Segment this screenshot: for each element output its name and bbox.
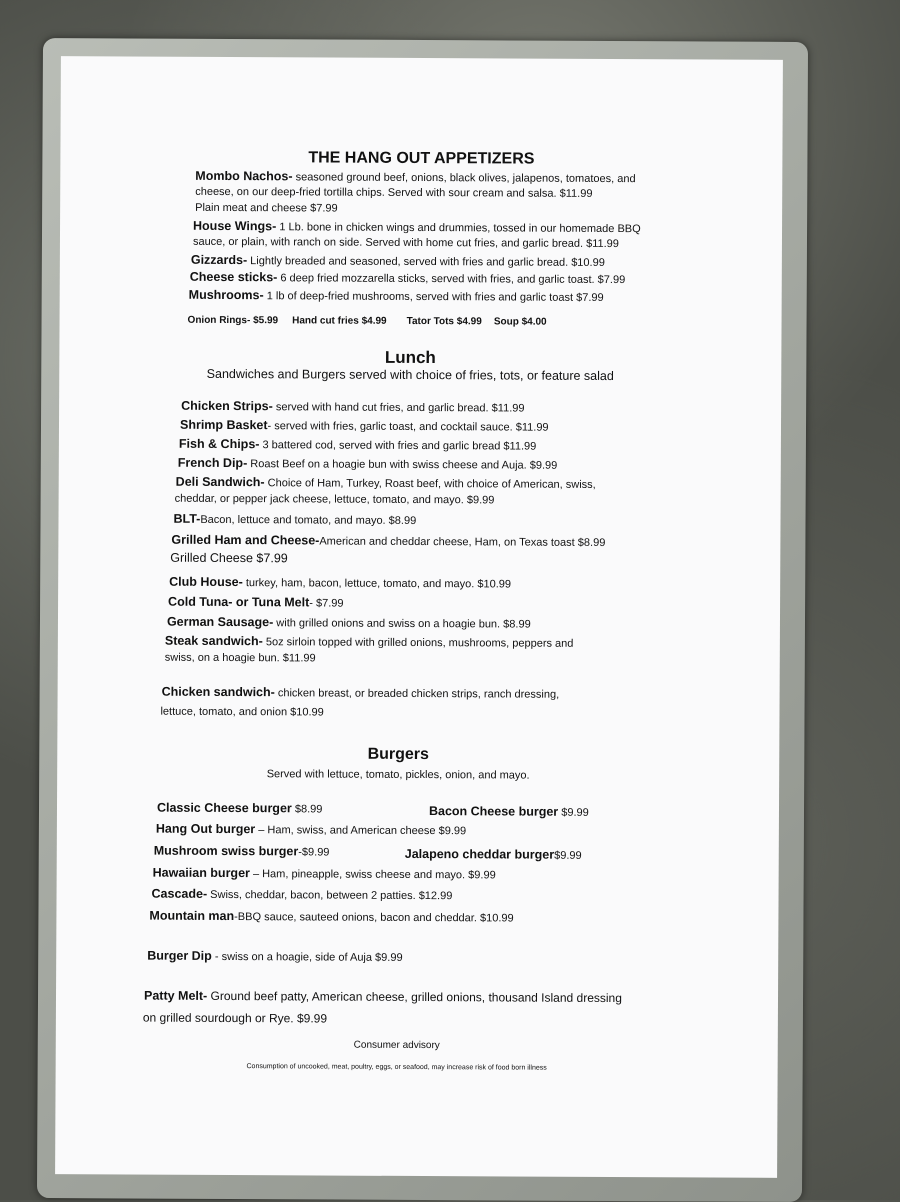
menu-line: Mushroom swiss burger-$9.99 [153, 843, 330, 859]
menu-line: Steak sandwich- 5oz sirloin topped with grilled onions, mushrooms, peppers and [164, 633, 574, 650]
menu-page [55, 56, 783, 1178]
menu-line: swiss, on a hoagie bun. $11.99 [164, 651, 316, 665]
menu-line: Grilled Ham and Cheese-American and cheddar cheese, Ham, on Texas toast $8.99 [171, 532, 606, 549]
menu-line: Chicken Strips- served with hand cut fries, and garlic bread. $11.99 [181, 398, 525, 415]
menu-line: Classic Cheese burger $8.99 [156, 800, 323, 816]
menu-line: cheddar, or pepper jack cheese, lettuce, tomato, and mayo. $9.99 [174, 492, 495, 507]
advisory-title: Consumer advisory [353, 1039, 440, 1052]
menu-line: Hawaiian burger – Ham, pineapple, swiss cheese and mayo. $9.99 [152, 865, 496, 882]
sides-line: Onion Rings- $5.99 Hand cut fries $4.99 Tator Tots $4.99 Soup $4.00 [187, 314, 547, 328]
burgers-subtitle: Served with lettuce, tomato, pickles, onion, and mayo. [266, 768, 530, 782]
lunch-subtitle: Sandwiches and Burgers served with choice of fries, tots, or feature salad [206, 366, 614, 384]
menu-line: Club House- turkey, ham, bacon, lettuce, tomato, and mayo. $10.99 [169, 574, 512, 591]
menu-line: German Sausage- with grilled onions and swiss on a hoagie bun. $8.99 [166, 614, 531, 631]
menu-line: Patty Melt- Ground beef patty, American cheese, grilled onions, thousand Island dressing [143, 988, 622, 1006]
menu-line: Chicken sandwich- chicken breast, or breaded chicken strips, ranch dressing, [161, 684, 560, 701]
menu-line: cheese, on our deep-fried tortilla chips. Served with sour cream and salsa. $11.99 [195, 185, 593, 200]
menu-line: French Dip- Roast Beef on a hoagie bun with swiss cheese and Auja. $9.99 [177, 455, 558, 472]
menu-line: sauce, or plain, with ranch on side. Served with home cut fries, and garlic bread. $11.99 [192, 235, 619, 251]
appetizers-title: THE HANG OUT APPETIZERS [308, 149, 535, 168]
menu-line: Cheese sticks- 6 deep fried mozzarella sticks, served with fries, and garlic toast. $7.99 [189, 269, 626, 287]
menu-line: Fish & Chips- 3 battered cod, served with fries and garlic bread $11.99 [178, 436, 537, 453]
menu-line: lettuce, tomato, and onion $10.99 [160, 705, 324, 719]
menu-line: Deli Sandwich- Choice of Ham, Turkey, Roast beef, with choice of American, swiss, [175, 474, 596, 491]
advisory-text: Consumption of uncooked, meat, poultry, eggs, or seafood, may increase risk of food born illness [246, 1063, 547, 1072]
menu-line: House Wings- 1 Lb. bone in chicken wings and drummies, tossed in our homemade BBQ [193, 218, 641, 236]
menu-line: Grilled Cheese $7.99 [170, 550, 288, 566]
menu-line: Mountain man-BBQ sauce, sauteed onions, bacon and cheddar. $10.99 [149, 908, 514, 925]
menu-line: on grilled sourdough or Rye. $9.99 [142, 1010, 328, 1026]
menu-line: Cold Tuna- or Tuna Melt- $7.99 [168, 594, 344, 610]
menu-line: Burger Dip - swiss on a hoagie, side of Auja $9.99 [147, 948, 403, 964]
menu-line: Jalapeno cheddar burger$9.99 [404, 846, 582, 862]
menu-line: Shrimp Basket- served with fries, garlic toast, and cocktail sauce. $11.99 [179, 417, 549, 434]
menu-line: Bacon Cheese burger $9.99 [428, 804, 589, 819]
menu-line: Gizzards- Lightly breaded and seasoned, served with fries and garlic bread. $10.99 [190, 252, 605, 269]
menu-line: Mushrooms- 1 lb of deep-fried mushrooms, served with fries and garlic toast $7.99 [188, 287, 604, 304]
menu-line: Plain meat and cheese $7.99 [195, 201, 338, 215]
menu-line: Cascade- Swiss, cheddar, bacon, between 2 patties. $12.99 [151, 886, 453, 903]
menu-line: Mombo Nachos- seasoned ground beef, onions, black olives, jalapenos, tomatoes, and [195, 168, 636, 186]
menu-line: BLT-Bacon, lettuce and tomato, and mayo. $8.99 [173, 511, 417, 527]
lunch-title: Lunch [384, 347, 436, 368]
menu-line: Hang Out burger – Ham, swiss, and American cheese $9.99 [155, 821, 467, 838]
burgers-title: Burgers [367, 745, 429, 764]
